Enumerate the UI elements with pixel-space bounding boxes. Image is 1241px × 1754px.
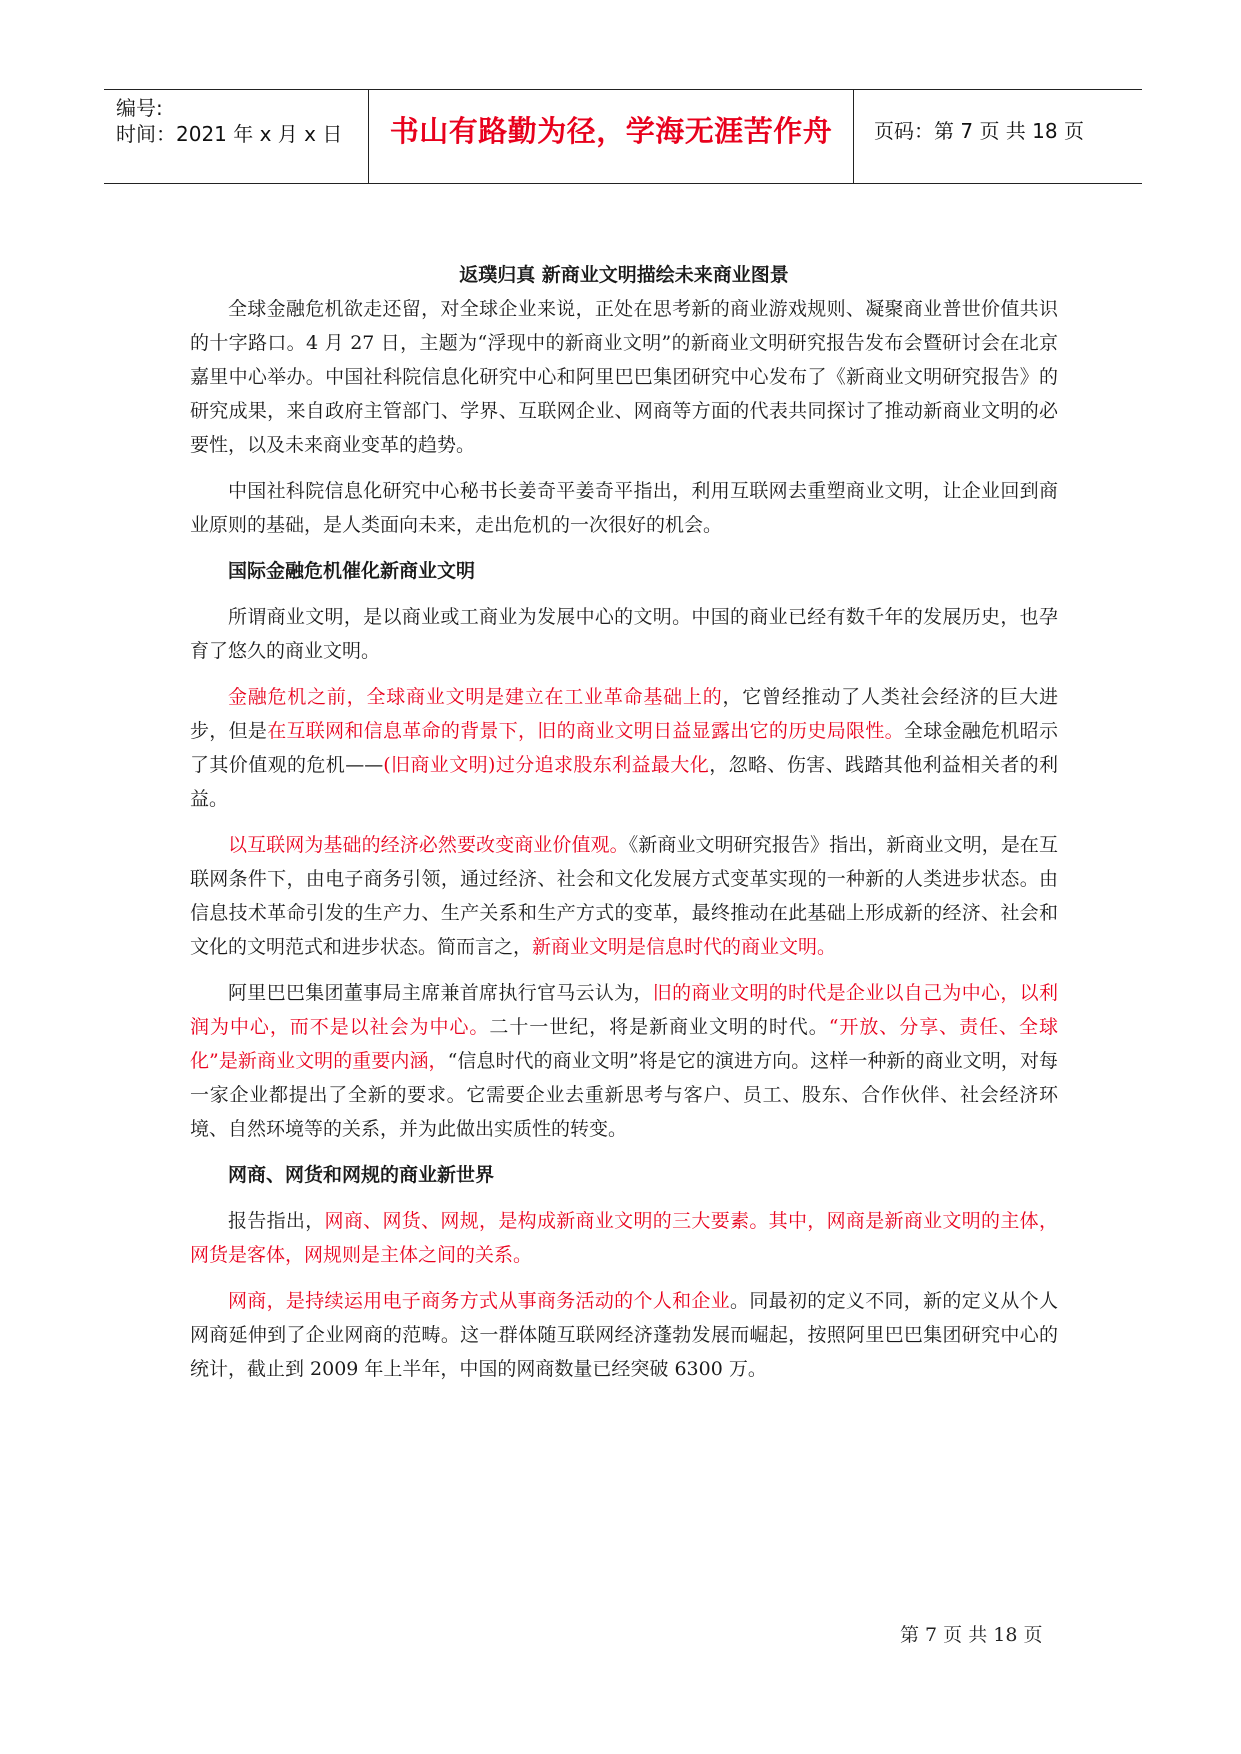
body-text: 报告指出， xyxy=(228,1210,325,1232)
body-text: 二十一世纪，将是新商业文明的时代。 xyxy=(489,1016,829,1038)
highlight-text: 新商业文明是信息时代的商业文明。 xyxy=(532,936,837,958)
body-text: 阿里巴巴集团董事局主席兼首席执行官马云认为， xyxy=(228,982,653,1004)
body-text: “信息时代的商业文明”将是它的演进方向。这样一种新的商业文明，对每一家企业都提出了全新的要求。它需要企业去重新思考与客户、员工、股东、合作伙伴、社会经济环境、自然环境等的关系，并为此做出实质性的转变。 xyxy=(190,1050,1059,1140)
body-text: ，它曾经推动了人类社会经济的巨大进步，但是 xyxy=(190,686,1058,742)
header-page-cell xyxy=(854,90,1142,183)
article-title: 返璞归真 新商业文明描绘未来商业图景 xyxy=(459,264,789,286)
highlight-text: (旧商业文明)过分追求股东利益最大化 xyxy=(383,754,710,776)
paragraph-5 xyxy=(190,828,1058,964)
section-heading-2: 网商、网货和网规的商业新世界 xyxy=(228,1164,495,1186)
header-motto-cell xyxy=(369,90,854,183)
paragraph-1: 全球金融危机欲走还留，对全球企业来说，正处在思考新的商业游戏规则、凝聚商业普世价值共识的十字路口。4 月 27 日，主题为“浮现中的新商业文明”的新商业文明研究报告发布会暨研讨会在北京嘉里中心举办。中国社科院信息化研究中心和阿里巴巴集团研究中心发布了《新商业文明研究报告》的研究成果，来自政府主管部门、学界、互联网企业、网商等方面的代表共同探讨了推动新商业文明的必要性，以及未来商业变革的趋势。 xyxy=(190,298,1058,456)
body-text: 《新商业文明研究报告》指出，新商业文明，是在互联网条件下，由电子商务引领，通过经济、社会和文化发展方式变革实现的一种新的人类进步状态。由信息技术革命引发的生产力、生产关系和生产方式的变革，最终推动在此基础上形成新的经济、社会和文化的文明范式和进步状态。简而言之， xyxy=(190,834,1058,958)
paragraph-4 xyxy=(190,680,1058,816)
header-motto: 书山有路勤为径，学海无涯苦作舟 xyxy=(389,114,833,148)
highlight-text: “开放、分享、责任、全球化”是新商业文明的重要内涵， xyxy=(190,1016,1058,1072)
header-page-code: 页码：第 7 页 共 18 页 xyxy=(874,119,1084,143)
highlight-text: 以互联网为基础的经济必然要改变商业价值观。 xyxy=(228,834,629,856)
paragraph-3: 所谓商业文明，是以商业或工商业为发展中心的文明。中国的商业已经有数千年的发展历史，也孕育了悠久的商业文明。 xyxy=(190,606,1058,662)
page-header xyxy=(104,89,1142,184)
body-text: 。同最初的定义不同，新的定义从个人网商延伸到了企业网商的范畴。这一群体随互联网经济蓬勃发展而崛起，按照阿里巴巴集团研究中心的统计，截止到 2009 年上半年，中国的网商数量已经突破 6300 万。 xyxy=(190,1290,1058,1380)
highlight-text: 金融危机之前，全球商业文明是建立在工业革命基础上的 xyxy=(228,686,723,708)
body-text: ，忽略、伤害、践踏其他利益相关者的利益。 xyxy=(190,754,1058,810)
highlight-text: 旧的商业文明的时代是企业以自己为中心，以利润为中心，而不是以社会为中心。 xyxy=(190,982,1058,1038)
header-meta-cell xyxy=(104,90,369,183)
document-number-label: 编号: xyxy=(116,96,163,120)
section-heading-1: 国际金融危机催化新商业文明 xyxy=(228,560,476,582)
paragraph-6 xyxy=(190,976,1058,1146)
page-footer-number: 第 7 页 共 18 页 xyxy=(900,1624,1043,1646)
document-time-label: 时间：2021 年 x 月 x 日 xyxy=(116,122,343,146)
article-body xyxy=(190,258,1058,1398)
highlight-text: 在互联网和信息革命的背景下，旧的商业文明日益显露出它的历史局限性。 xyxy=(267,720,904,742)
paragraph-8 xyxy=(190,1284,1058,1386)
body-text: 全球金融危机昭示了其价值观的危机—— xyxy=(190,720,1058,776)
highlight-text: 网商，是持续运用电子商务方式从事商务活动的个人和企业 xyxy=(228,1290,731,1312)
highlight-text: 网商、网货、网规，是构成新商业文明的三大要素。其中，网商是新商业文明的主体，网货是客体，网规则是主体之间的关系。 xyxy=(190,1210,1058,1266)
paragraph-2: 中国社科院信息化研究中心秘书长姜奇平姜奇平指出，利用互联网去重塑商业文明，让企业回到商业原则的基础，是人类面向未来，走出危机的一次很好的机会。 xyxy=(190,480,1058,536)
paragraph-7 xyxy=(190,1204,1058,1272)
